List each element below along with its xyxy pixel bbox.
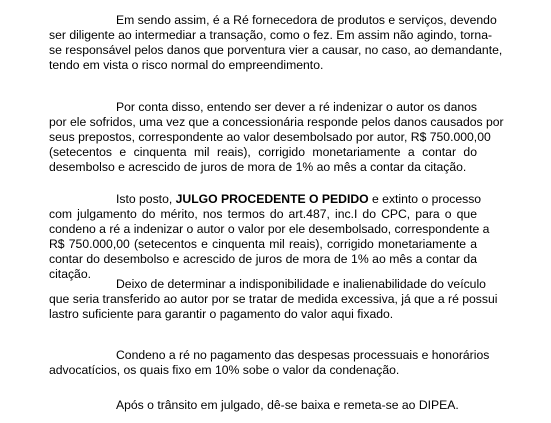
paragraph-transito — [49, 398, 477, 413]
text-line: R$ 750.000,00 (setecentos e cinquenta mil reais), corrigido monetariamente a — [49, 237, 477, 251]
text-line: tendo em vista o risco normal do empreendimento. — [49, 58, 324, 72]
text-line: (setecentos e cinquenta mil reais), corrigido monetariamente a contar do — [49, 145, 477, 159]
text-line: se responsável pelos danos que porventura vier a causar, no caso, ao demandante, — [49, 43, 503, 57]
text-line: desembolso e acrescido de juros de mora de 1% ao mês a contar da citação. — [49, 160, 467, 174]
text-line: seus prepostos, correspondente ao valor desembolsado por autor, R$ 750.000,00 — [49, 130, 491, 144]
text-line: Após o trânsito em julgado, dê-se baixa e remeta-se ao DIPEA. — [116, 398, 459, 412]
text-line: condeno a ré a indenizar o autor o valor por ele desembolsado, correspondente a — [49, 222, 490, 236]
text-line: Em sendo assim, é a Ré fornecedora de produtos e serviços, devendo — [116, 13, 497, 27]
paragraph-indenizacao — [49, 100, 504, 175]
paragraph-indisponibilidade — [49, 277, 498, 322]
text-line: com julgamento do mérito, nos termos do art.487, inc.I do CPC, para o que — [49, 207, 477, 221]
verdict-bold-text: JULGO PROCEDENTE O PEDIDO — [175, 192, 369, 206]
paragraph-responsabilidade — [49, 13, 503, 73]
text-line: por ele sofridos, uma vez que a concessionária responde pelos danos causados por — [49, 115, 504, 129]
paragraph-despesas — [49, 348, 490, 378]
paragraph-dispositivo — [49, 192, 490, 282]
text-line: lastro suficiente para garantir o pagamento do valor aqui fixado. — [49, 307, 394, 321]
text-line — [49, 192, 482, 207]
text-line: que seria transferido ao autor por se tratar de medida excessiva, já que a ré possui — [49, 292, 498, 306]
text-line: Deixo de determinar a indisponibilidade e inalienabilidade do veículo — [116, 277, 486, 291]
text-line: citação. — [49, 267, 92, 281]
text-run: Isto posto, — [116, 192, 176, 206]
text-line: Condeno a ré no pagamento das despesas processuais e honorários — [116, 348, 490, 362]
text-run: e extinto o processo — [368, 192, 482, 206]
text-line: advocatícios, os quais fixo em 10% sobe o valor da condenação. — [49, 363, 400, 377]
text-line: ser diligente ao intermediar a transação, como o fez. Em assim não agindo, torna- — [49, 28, 493, 42]
text-line: contar do desembolso e acrescido de juros de mora de 1% ao mês a contar da — [49, 252, 477, 266]
text-line: Por conta disso, entendo ser dever a ré indenizar o autor os danos — [116, 100, 477, 114]
